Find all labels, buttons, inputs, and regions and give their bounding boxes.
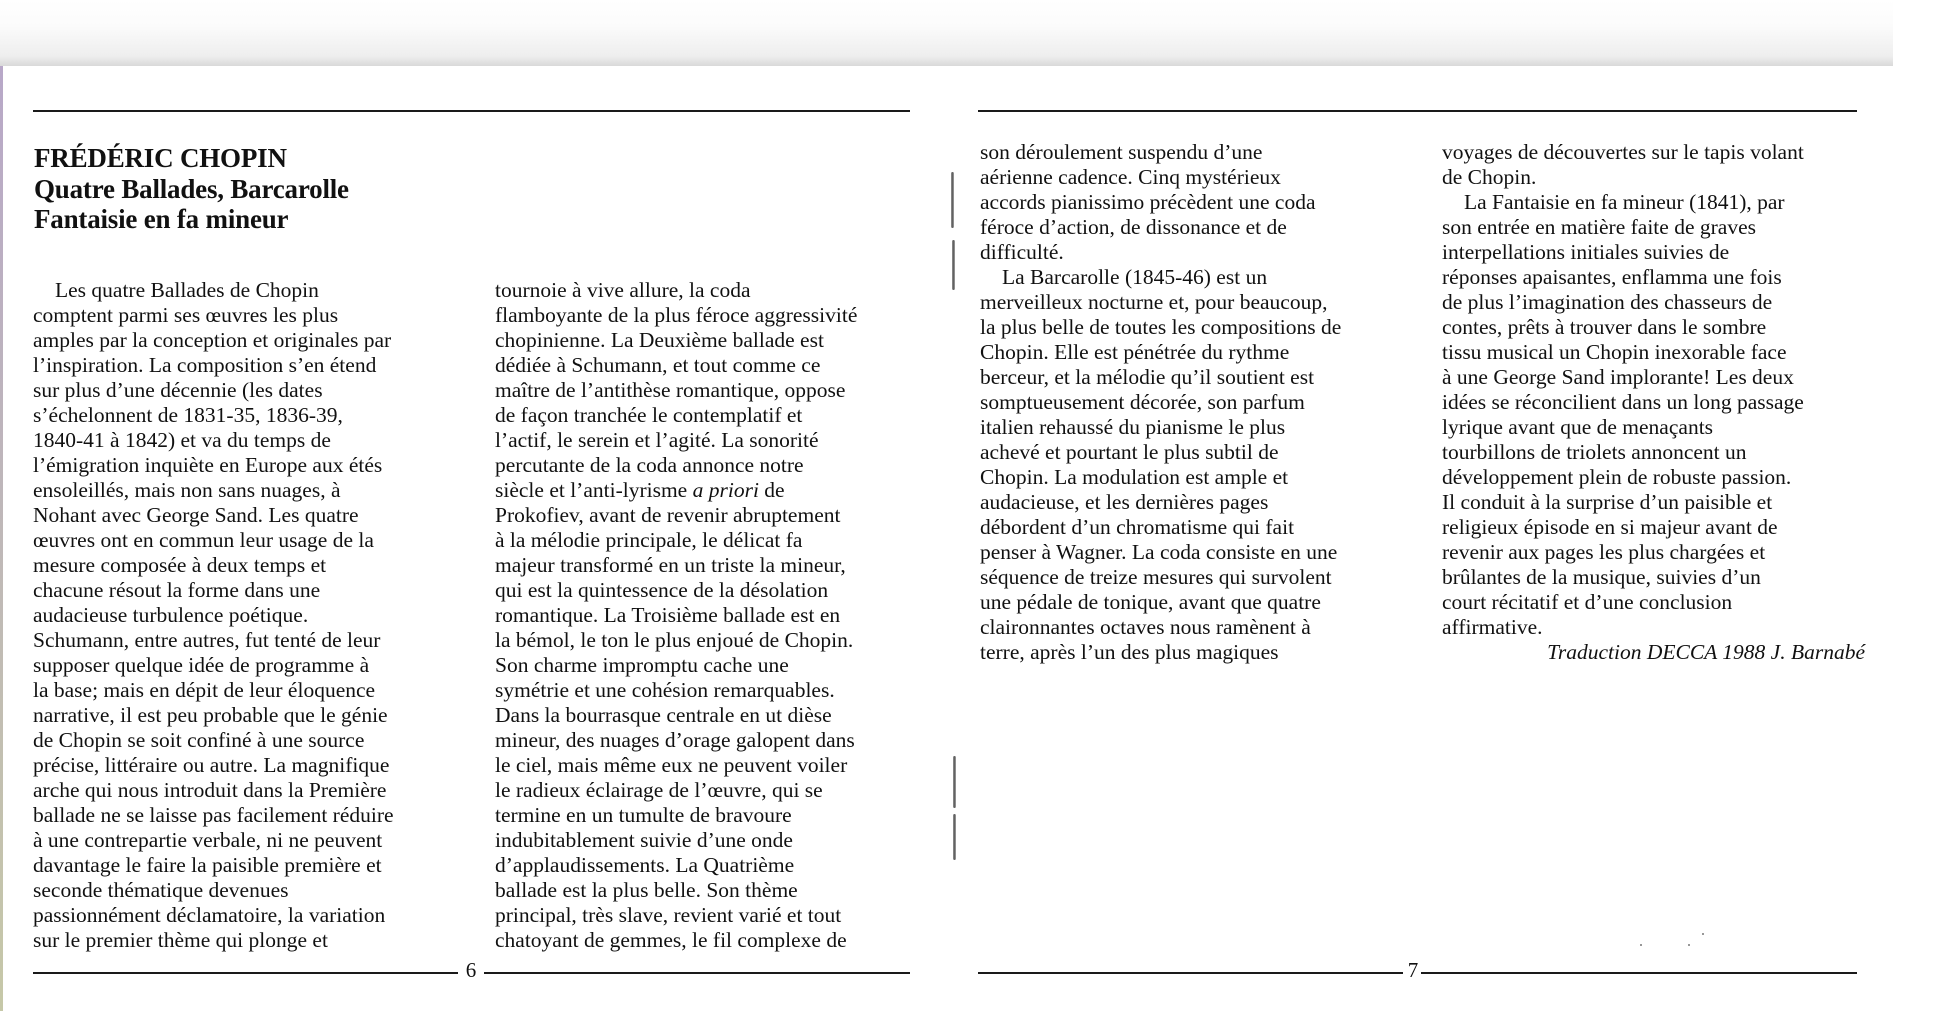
binding-staple-mark (952, 240, 955, 290)
text-line: mesure composée à deux temps et (33, 553, 327, 577)
title-fantaisie-line: Fantaisie en fa mineur (34, 204, 289, 234)
text-line: tournoie à vive allure, la coda (495, 278, 751, 302)
right-page-column-1 (980, 140, 1425, 665)
text-line: qui est la quintessence de la désolation (495, 578, 829, 602)
text-line: romantique. La Troisième ballade est en (495, 603, 841, 627)
text-line: Son charme impromptu cache une (495, 653, 789, 677)
text-line: 1840-41 à 1842) et va du temps de (33, 428, 331, 452)
text-line: affirmative. (1442, 615, 1543, 639)
scan-speck (1688, 944, 1690, 946)
text-line: italien rehaussé du pianisme le plus (980, 415, 1286, 439)
text-line: son déroulement suspendu d’une (980, 140, 1263, 164)
text-segment: de (758, 478, 785, 502)
text-line: principal, très slave, revient varié et tout (495, 903, 842, 927)
scan-shadow-band (0, 0, 1893, 66)
text-line: percutante de la coda annonce notre (495, 453, 804, 477)
text-line: de Chopin. (1442, 165, 1537, 189)
text-line: somptueusement décorée, son parfum (980, 390, 1305, 414)
text-line: dédiée à Schumann, et tout comme ce (495, 353, 821, 377)
text-segment: siècle et l’anti-lyrisme (495, 478, 693, 502)
text-line: chopinienne. La Deuxième ballade est (495, 328, 824, 352)
text-line: la plus belle de toutes les compositions de (980, 315, 1342, 339)
text-line: précise, littéraire ou autre. La magnifique (33, 753, 390, 777)
text-line: achevé et pourtant le plus subtil de (980, 440, 1279, 464)
text-line: supposer quelque idée de programme à (33, 653, 370, 677)
text-line: œuvres ont en commun leur usage de la (33, 528, 374, 552)
text-line: flamboyante de la plus féroce aggressivité (495, 303, 858, 327)
text-line: le radieux éclairage de l’œuvre, qui se (495, 778, 823, 802)
scan-speck (1702, 933, 1704, 935)
left-page-bottom-rule (484, 972, 910, 974)
binding-staple-mark (953, 756, 956, 808)
text-line: seconde thématique devenues (33, 878, 289, 902)
text-line: court récitatif et d’une conclusion (1442, 590, 1733, 614)
text-line: mineur, des nuages d’orage galopent dans (495, 728, 855, 752)
text-line: d’applaudissements. La Quatrième (495, 853, 795, 877)
composer-name: FRÉDÉRIC CHOPIN (34, 143, 287, 173)
text-line: aérienne cadence. Cinq mystérieux (980, 165, 1281, 189)
binding-staple-mark (951, 172, 954, 228)
text-line: idées se réconcilient dans un long passage (1442, 390, 1804, 414)
text-line-with-italic (495, 478, 940, 503)
text-line: Les quatre Ballades de Chopin (55, 278, 319, 302)
text-line: de façon tranchée le contemplatif et (495, 403, 803, 427)
text-line: interpellations initiales suivies de (1442, 240, 1730, 264)
scan-speck (1640, 944, 1642, 946)
text-line: s’échelonnent de 1831-35, 1836-39, (33, 403, 343, 427)
text-line: davantage le faire la paisible première et (33, 853, 382, 877)
text-line: amples par la conception et originales par (33, 328, 392, 352)
text-line: ballade ne se laisse pas facilement réduire (33, 803, 394, 827)
binding-staple-mark (953, 814, 956, 860)
text-line: Chopin. Elle est pénétrée du rythme (980, 340, 1290, 364)
text-line: religieux épisode en si majeur avant de (1442, 515, 1778, 539)
text-line: l’inspiration. La composition s’en étend (33, 353, 377, 377)
text-line: berceur, et la mélodie qu’il soutient est (980, 365, 1315, 389)
text-line: comptent parmi ses œuvres les plus (33, 303, 339, 327)
text-line: tissu musical un Chopin inexorable face (1442, 340, 1787, 364)
text-line: tourbillons de triolets annoncent un (1442, 440, 1747, 464)
text-line: Schumann, entre autres, fut tenté de leur (33, 628, 381, 652)
text-line: développement plein de robuste passion. (1442, 465, 1792, 489)
text-line: le ciel, mais même eux ne peuvent voiler (495, 753, 848, 777)
italic-phrase: a priori (692, 478, 759, 502)
text-line: indubitablement suivie d’une onde (495, 828, 793, 852)
text-line: difficulté. (980, 240, 1064, 264)
title-works-line: Quatre Ballades, Barcarolle (34, 173, 349, 204)
translation-credit: Traduction DECCA 1988 J. Barnabé (1547, 640, 1865, 664)
text-line: Il conduit à la surprise d’un paisible et (1442, 490, 1773, 514)
text-line: Chopin. La modulation est ample et (980, 465, 1289, 489)
left-page-column-2 (495, 278, 940, 953)
text-line: féroce d’action, de dissonance et de (980, 215, 1287, 239)
text-line: réponses apaisantes, enflamma une fois (1442, 265, 1782, 289)
text-line: audacieuse turbulence poétique. (33, 603, 309, 627)
text-line: Dans la bourrasque centrale en ut dièse (495, 703, 832, 727)
text-line: la base; mais en dépit de leur éloquence (33, 678, 376, 702)
right-page-top-rule (978, 110, 1857, 112)
text-line: l’émigration inquiète en Europe aux étés (33, 453, 383, 477)
text-line: Prokofiev, avant de revenir abruptement (495, 503, 841, 527)
text-line: majeur transformé en un triste la mineur, (495, 553, 846, 577)
text-line: Nohant avec George Sand. Les quatre (33, 503, 359, 527)
text-line: penser à Wagner. La coda consiste en une (980, 540, 1338, 564)
text-line: La Barcarolle (1845-46) est un (1002, 265, 1268, 289)
text-line: à une George Sand implorante! Les deux (1442, 365, 1794, 389)
text-line: son entrée en matière faite de graves (1442, 215, 1756, 239)
text-line: ensoleillés, mais non sans nuages, à (33, 478, 341, 502)
text-line: sur plus d’une décennie (les dates (33, 378, 323, 402)
text-line: contes, prêts à trouver dans le sombre (1442, 315, 1767, 339)
text-line: audacieuse, et les dernières pages (980, 490, 1269, 514)
text-line: séquence de treize mesures qui survolent (980, 565, 1332, 589)
text-line: ballade est la plus belle. Son thème (495, 878, 798, 902)
text-line: à une contrepartie verbale, ni ne peuvent (33, 828, 383, 852)
text-line: lyrique avant que de menaçants (1442, 415, 1714, 439)
text-line: passionnément déclamatoire, la variation (33, 903, 386, 927)
text-line: débordent d’un chromatisme qui fait (980, 515, 1295, 539)
page-number-left: 6 (465, 958, 477, 982)
text-line: claironnantes octaves nous ramènent à (980, 615, 1311, 639)
right-page-column-2 (1442, 140, 1887, 665)
text-line: revenir aux pages les plus chargées et (1442, 540, 1766, 564)
text-line: chatoyant de gemmes, le fil complexe de (495, 928, 847, 952)
text-line: voyages de découvertes sur le tapis volant (1442, 140, 1804, 164)
page-title (34, 143, 349, 235)
text-line: brûlantes de la musique, suivies d’un (1442, 565, 1761, 589)
text-line: termine en un tumulte de bravoure (495, 803, 792, 827)
text-line: l’actif, le serein et l’agité. La sonorité (495, 428, 819, 452)
text-line: arche qui nous introduit dans la Première (33, 778, 387, 802)
text-line: merveilleux nocturne et, pour beaucoup, (980, 290, 1328, 314)
page-number-right: 7 (1407, 958, 1419, 982)
right-page-bottom-rule (978, 972, 1403, 974)
text-line: sur le premier thème qui plonge et (33, 928, 328, 952)
text-line: terre, après l’un des plus magiques (980, 640, 1279, 664)
right-page-bottom-rule (1421, 972, 1857, 974)
text-line: narrative, il est peu probable que le génie (33, 703, 388, 727)
text-line: la bémol, le ton le plus enjoué de Chopin. (495, 628, 854, 652)
left-page-top-rule (33, 110, 910, 112)
left-page-bottom-rule (33, 972, 458, 974)
text-line: une pédale de tonique, avant que quatre (980, 590, 1321, 614)
text-line: symétrie et une cohésion remarquables. (495, 678, 835, 702)
text-line: maître de l’antithèse romantique, oppose (495, 378, 846, 402)
text-line: La Fantaisie en fa mineur (1841), par (1464, 190, 1785, 214)
scan-left-edge (0, 66, 3, 1011)
text-line: à la mélodie principale, le délicat fa (495, 528, 803, 552)
left-page-column-1 (33, 278, 478, 953)
text-line: de Chopin se soit confiné à une source (33, 728, 365, 752)
text-line: accords pianissimo précèdent une coda (980, 190, 1316, 214)
text-line: de plus l’imagination des chasseurs de (1442, 290, 1773, 314)
text-line: chacune résout la forme dans une (33, 578, 321, 602)
